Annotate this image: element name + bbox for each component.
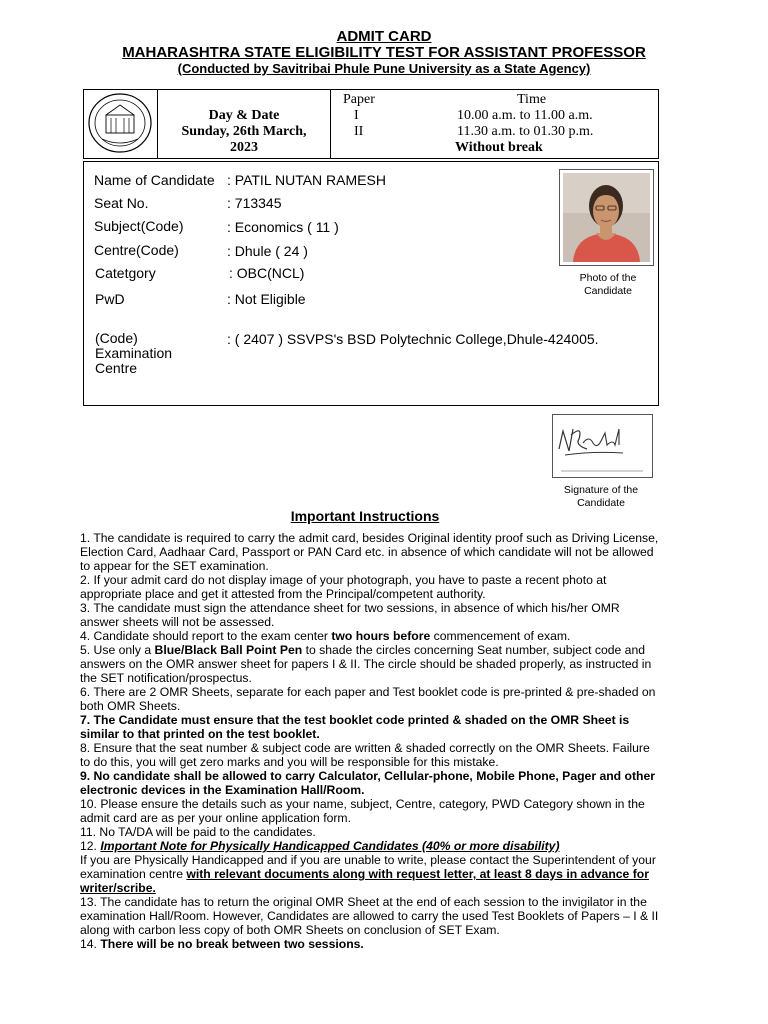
paper-header: Paper: [343, 92, 375, 107]
admit-card-title: ADMIT CARD: [336, 28, 432, 45]
pwd-value: : Not Eligible: [227, 291, 306, 307]
university-seal: [86, 91, 154, 155]
name-value: : PATIL NUTAN RAMESH: [227, 172, 386, 188]
paper-1-time: 10.00 a.m. to 11.00 a.m.: [457, 108, 593, 123]
instruction-item: 4. Candidate should report to the exam center two hours before commencement of exam.: [80, 629, 571, 643]
time-header: Time: [517, 92, 547, 107]
instruction-item: 2. If your admit card do not display image of your photograph, you have to paste a recent photo at appropriate place and get it attested from the Principal/competent authority.: [80, 573, 607, 601]
instruction-item: 12. Important Note for Physically Handicapped Candidates (40% or more disability) If you are Physically Handicapped and if you are unable to write, please contact the Superintendent of your examination centre with relevant documents along with request letter, at least 8 days in advance for writer/scribe.: [80, 839, 656, 895]
conducted-by: (Conducted by Savitribai Phule Pune University as a State Agency): [177, 61, 591, 76]
candidate-signature: [552, 414, 653, 478]
instruction-item: 13. The candidate has to return the original OMR Sheet at the end of each session to the invigilator in the examination Hall/Room. However, Candidates are allowed to carry the used Test Booklets of Papers – I & II along with carbon less copy of both OMR Sheets on conclusion of SET Exam.: [80, 895, 659, 937]
paper-2-label: II: [354, 124, 364, 139]
exam-centre-value: : ( 2407 ) SSVPS's BSD Polytechnic College,Dhule-424005.: [227, 331, 599, 347]
paper-1-label: I: [354, 108, 359, 123]
photo-caption: Photo of the Candidate: [579, 272, 637, 297]
instruction-item: 8. Ensure that the seat number & subject code are written & shaded correctly on the OMR Sheets. Failure to do this, you will get zero marks and you will be responsible for this mistake.: [80, 741, 650, 769]
instruction-item: 6. There are 2 OMR Sheets, separate for each paper and Test booklet code is pre-printed & pre-shaded on both OMR Sheets.: [80, 685, 656, 713]
instruction-item: 14. There will be no break between two sessions.: [80, 937, 364, 951]
instructions-list: [80, 531, 660, 951]
centre-label: Centre(Code): [94, 242, 179, 258]
category-value: : OBC(NCL): [229, 265, 305, 281]
instructions-title: Important Instructions: [290, 508, 440, 524]
break-note: Without break: [455, 140, 543, 155]
instruction-item: 10. Please ensure the details such as your name, subject, Centre, category, PWD Category shown in the admit card are as per your online application form.: [80, 797, 645, 825]
name-label: Name of Candidate: [94, 172, 215, 188]
subject-value: : Economics ( 11 ): [227, 219, 339, 235]
signature-caption: Signature of the Candidate: [563, 484, 639, 509]
category-label: Catetgory: [95, 265, 156, 281]
exam-title: MAHARASHTRA STATE ELIGIBILITY TEST FOR ASSISTANT PROFESSOR: [122, 44, 646, 61]
instruction-item: 7. The Candidate must ensure that the test booklet code printed & shaded on the OMR Sheet is similar to that printed on the test booklet.: [80, 713, 630, 741]
candidate-photo: [559, 169, 654, 266]
seat-no-value: : 713345: [227, 195, 282, 211]
pwd-label: PwD: [95, 291, 125, 307]
instruction-item: 5. Use only a Blue/Black Ball Point Pen to shade the circles concerning Seat number, subject code and answers on the OMR answer sheet for papers I & II. The circle should be shaded properly, as instructed in the SET notification/prospectus.: [80, 643, 652, 685]
centre-value: : Dhule ( 24 ): [227, 243, 308, 259]
seat-no-label: Seat No.: [94, 195, 149, 211]
instruction-item: 11. No TA/DA will be paid to the candidates.: [80, 825, 316, 839]
instruction-item: 3. The candidate must sign the attendance sheet for two sessions, in absence of which his/her OMR answer sheets will not be assessed.: [80, 601, 620, 629]
exam-centre-label: (Code) Examination Centre: [95, 330, 173, 376]
exam-day-date: Day & Date Sunday, 26th March, 2023: [181, 108, 307, 155]
instruction-item: 9. No candidate shall be allowed to carry Calculator, Cellular-phone, Mobile Phone, Pager and other electronic devices in the Examination Hall/Room.: [80, 769, 655, 797]
subject-label: Subject(Code): [94, 218, 184, 234]
instruction-item: 1. The candidate is required to carry the admit card, besides Original identity proof such as Driving License, Election Card, Aadhaar Card, Passport or PAN Card etc. in absence of which candidate will not be allowed to appear for the SET examination.: [80, 531, 659, 573]
paper-2-time: 11.30 a.m. to 01.30 p.m.: [457, 124, 594, 139]
